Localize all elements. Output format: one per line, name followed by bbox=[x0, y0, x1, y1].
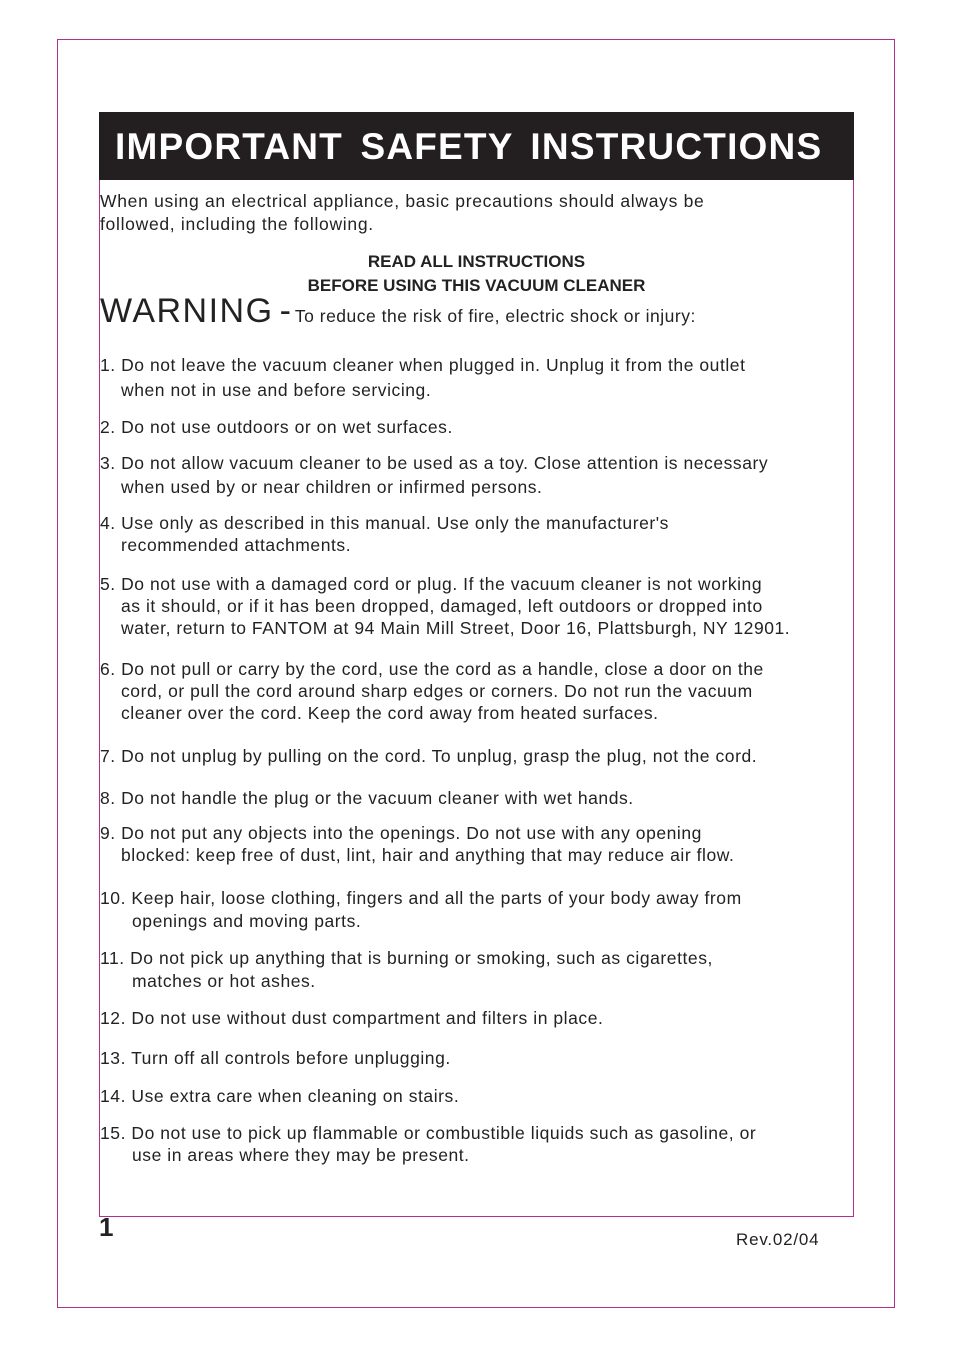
warning-label: WARNING bbox=[100, 292, 274, 330]
instruction-item bbox=[100, 887, 742, 932]
instruction-line: 2. Do not use outdoors or on wet surfaces. bbox=[100, 417, 453, 437]
instruction-line: openings and moving parts. bbox=[132, 911, 362, 931]
intro-paragraph bbox=[100, 190, 840, 236]
warning-dash: - bbox=[279, 292, 291, 330]
instruction-item bbox=[100, 745, 757, 767]
instruction-item bbox=[100, 1007, 603, 1029]
instruction-line: 13. Turn off all controls before unplugging. bbox=[100, 1048, 451, 1068]
instruction-line: 15. Do not use to pick up flammable or combustible liquids such as gasoline, or bbox=[100, 1123, 757, 1143]
instruction-item bbox=[100, 354, 746, 401]
instruction-line: as it should, or if it has been dropped, damaged, left outdoors or dropped into bbox=[121, 596, 763, 616]
page-number: 1 bbox=[99, 1212, 114, 1242]
instruction-line: recommended attachments. bbox=[121, 535, 352, 555]
instruction-item bbox=[100, 787, 634, 809]
instruction-item bbox=[100, 822, 734, 866]
instruction-line: 8. Do not handle the plug or the vacuum cleaner with wet hands. bbox=[100, 788, 634, 808]
instruction-line: 7. Do not unplug by pulling on the cord. To unplug, grasp the plug, not the cord. bbox=[100, 746, 758, 766]
instruction-line: matches or hot ashes. bbox=[132, 971, 316, 991]
instruction-line: blocked: keep free of dust, lint, hair and anything that may reduce air flow. bbox=[121, 845, 735, 865]
intro-line: When using an electrical appliance, basic precautions should always be bbox=[100, 191, 705, 211]
instruction-line: 6. Do not pull or carry by the cord, use the cord as a handle, close a door on the bbox=[100, 659, 764, 679]
instruction-item bbox=[100, 658, 764, 724]
instruction-item bbox=[100, 947, 713, 992]
instruction-line: 14. Use extra care when cleaning on stairs. bbox=[100, 1086, 460, 1106]
read-all-heading bbox=[99, 250, 854, 298]
instruction-line: when used by or near children or infirmed persons. bbox=[121, 477, 543, 497]
instruction-line: 5. Do not use with a damaged cord or plug. If the vacuum cleaner is not working bbox=[100, 574, 763, 594]
instruction-line: cord, or pull the cord around sharp edges or corners. Do not run the vacuum bbox=[121, 681, 753, 701]
instruction-line: 1. Do not leave the vacuum cleaner when plugged in. Unplug it from the outlet bbox=[100, 355, 746, 375]
revision-label: Rev.02/04 bbox=[736, 1230, 820, 1249]
instruction-line: 4. Use only as described in this manual. Use only the manufacturer's bbox=[100, 513, 669, 533]
read-all-line: READ ALL INSTRUCTIONS bbox=[367, 252, 586, 271]
instruction-line: 12. Do not use without dust compartment and filters in place. bbox=[100, 1008, 604, 1028]
instruction-line: cleaner over the cord. Keep the cord away from heated surfaces. bbox=[121, 703, 659, 723]
instruction-item bbox=[100, 512, 669, 556]
instruction-item bbox=[100, 452, 768, 498]
instruction-line: 9. Do not put any objects into the openings. Do not use with any opening bbox=[100, 823, 702, 843]
instruction-item bbox=[100, 416, 453, 438]
warning-text: To reduce the risk of fire, electric shock or injury: bbox=[294, 306, 696, 326]
instruction-line: 11. Do not pick up anything that is burning or smoking, such as cigarettes, bbox=[100, 948, 713, 968]
instruction-line: water, return to FANTOM at 94 Main Mill Street, Door 16, Plattsburgh, NY 12901. bbox=[121, 618, 791, 638]
instruction-item bbox=[100, 1085, 459, 1107]
instruction-line: when not in use and before servicing. bbox=[121, 380, 432, 400]
page-title: IMPORTANT SAFETY INSTRUCTIONS bbox=[115, 126, 823, 167]
intro-line: followed, including the following. bbox=[100, 214, 374, 234]
instruction-line: use in areas where they may be present. bbox=[132, 1145, 470, 1165]
instruction-item bbox=[100, 1122, 756, 1166]
instruction-line: 3. Do not allow vacuum cleaner to be used as a toy. Close attention is necessary bbox=[100, 453, 769, 473]
read-all-line: BEFORE USING THIS VACUUM CLEANER bbox=[307, 276, 646, 295]
title-banner bbox=[99, 112, 854, 180]
instruction-line: 10. Keep hair, loose clothing, fingers and all the parts of your body away from bbox=[100, 888, 742, 908]
instruction-item bbox=[100, 1047, 451, 1069]
warning-statement bbox=[100, 292, 696, 331]
instruction-item bbox=[100, 573, 790, 639]
